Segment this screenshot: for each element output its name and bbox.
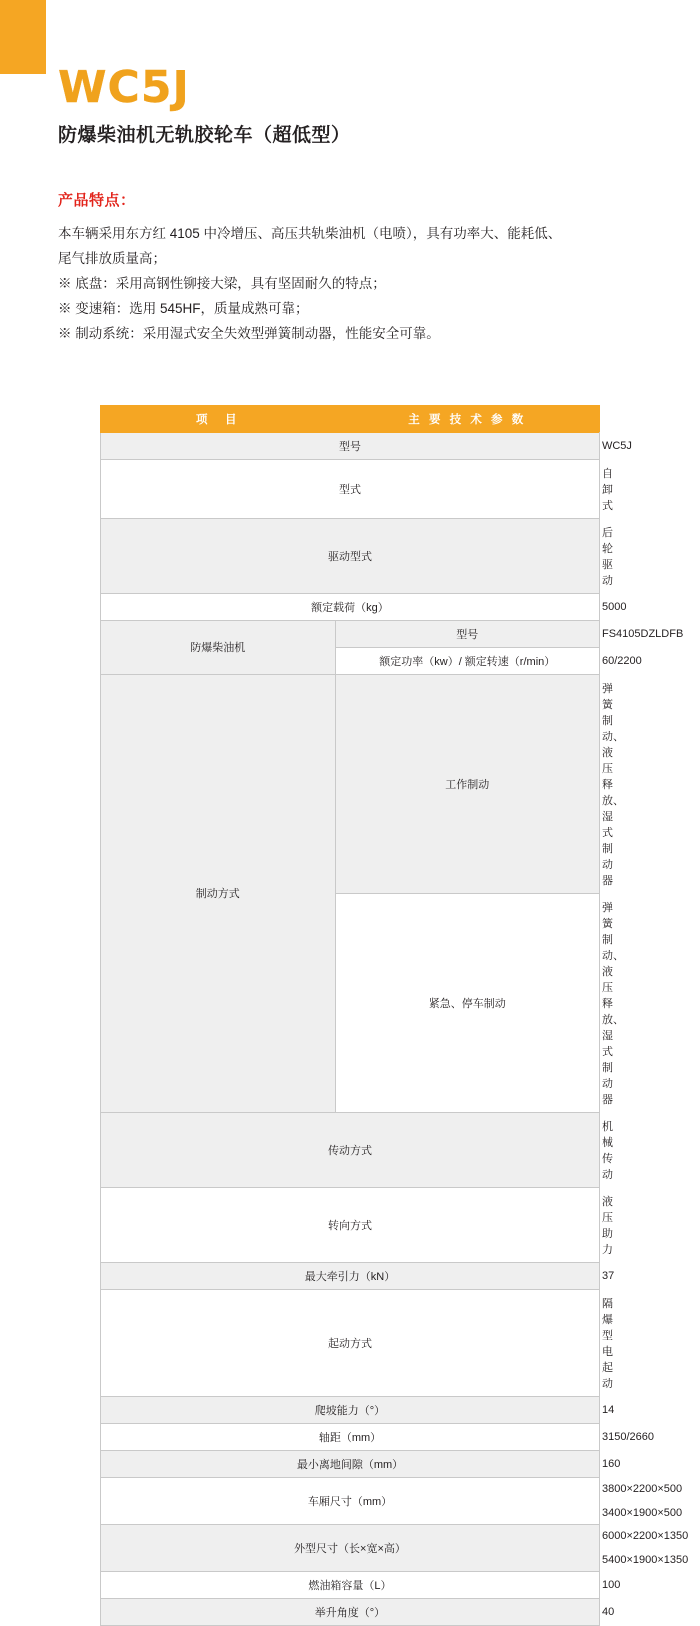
- row-label: 车厢尺寸（mm）: [101, 1477, 600, 1524]
- table-row: [101, 1289, 600, 1396]
- column-header-item: 项 目: [101, 405, 336, 432]
- specification-table: [100, 405, 600, 1626]
- row-label: 工作制动: [335, 674, 599, 893]
- row-value-primary: 6000×2200×1350: [602, 1530, 688, 1542]
- table-row: [101, 1112, 600, 1187]
- table-row: [101, 1262, 600, 1289]
- row-label: 最大牵引力（kN）: [101, 1262, 600, 1289]
- table-row: [101, 1598, 600, 1625]
- row-label: 紧急、停车制动: [335, 893, 599, 1112]
- row-group-label: 防爆柴油机: [101, 620, 336, 674]
- title-block: [58, 0, 642, 147]
- table-row: [101, 1450, 600, 1477]
- table-row: [101, 1524, 600, 1571]
- column-header-value: 主 要 技 术 参 数: [335, 405, 599, 432]
- row-label: 转向方式: [101, 1187, 600, 1262]
- row-label: 举升角度（°）: [101, 1598, 600, 1625]
- row-label: 额定载荷（kg）: [101, 593, 600, 620]
- table-row: [101, 620, 600, 647]
- table-row: [101, 1187, 600, 1262]
- row-group-label: 制动方式: [101, 674, 336, 1112]
- row-label: 型号: [335, 620, 599, 647]
- feature-line: ※ 制动系统：采用湿式安全失效型弹簧制动器，性能安全可靠。: [58, 322, 642, 347]
- row-label: 型式: [101, 459, 600, 518]
- row-label: 额定功率（kw）/ 额定转速（r/min）: [335, 647, 599, 674]
- table-row: [101, 1423, 600, 1450]
- table-body: [101, 432, 600, 1625]
- row-label: 外型尺寸（长×宽×高）: [101, 1524, 600, 1571]
- product-features-section: [58, 189, 642, 347]
- row-value-secondary: 3400×1900×500: [602, 1507, 682, 1519]
- row-label: 爬坡能力（°）: [101, 1396, 600, 1423]
- table-row: [101, 1477, 600, 1524]
- table-row: [101, 459, 600, 518]
- row-value-secondary: 5400×1900×1350: [602, 1554, 688, 1566]
- row-label: 传动方式: [101, 1112, 600, 1187]
- row-value-primary: 3800×2200×500: [602, 1483, 682, 1495]
- page-subtitle: 防爆柴油机无轨胶轮车（超低型）: [58, 120, 642, 147]
- row-label: 最小离地间隙（mm）: [101, 1450, 600, 1477]
- feature-line: ※ 底盘：采用高钢性铆接大梁，具有坚固耐久的特点；: [58, 272, 642, 297]
- table-row: [101, 432, 600, 459]
- page-title: WC5J: [58, 66, 642, 110]
- row-label: 轴距（mm）: [101, 1423, 600, 1450]
- row-label: 起动方式: [101, 1289, 600, 1396]
- row-label: 型号: [101, 432, 600, 459]
- table-header-row: [101, 405, 600, 432]
- row-label: 驱动型式: [101, 518, 600, 593]
- table-row: [101, 518, 600, 593]
- features-heading: 产品特点：: [58, 189, 642, 210]
- row-label: 燃油箱容量（L）: [101, 1571, 600, 1598]
- table-row: [101, 1396, 600, 1423]
- table-row: [101, 674, 600, 893]
- specification-table-container: [58, 405, 642, 1626]
- feature-line: 尾气排放质量高；: [58, 247, 642, 272]
- feature-line: ※ 变速箱：选用 545HF，质量成熟可靠；: [58, 297, 642, 322]
- feature-line: 本车辆采用东方红 4105 中冷增压、高压共轨柴油机（电喷），具有功率大、能耗低、: [58, 222, 642, 247]
- table-row: [101, 593, 600, 620]
- table-row: [101, 1571, 600, 1598]
